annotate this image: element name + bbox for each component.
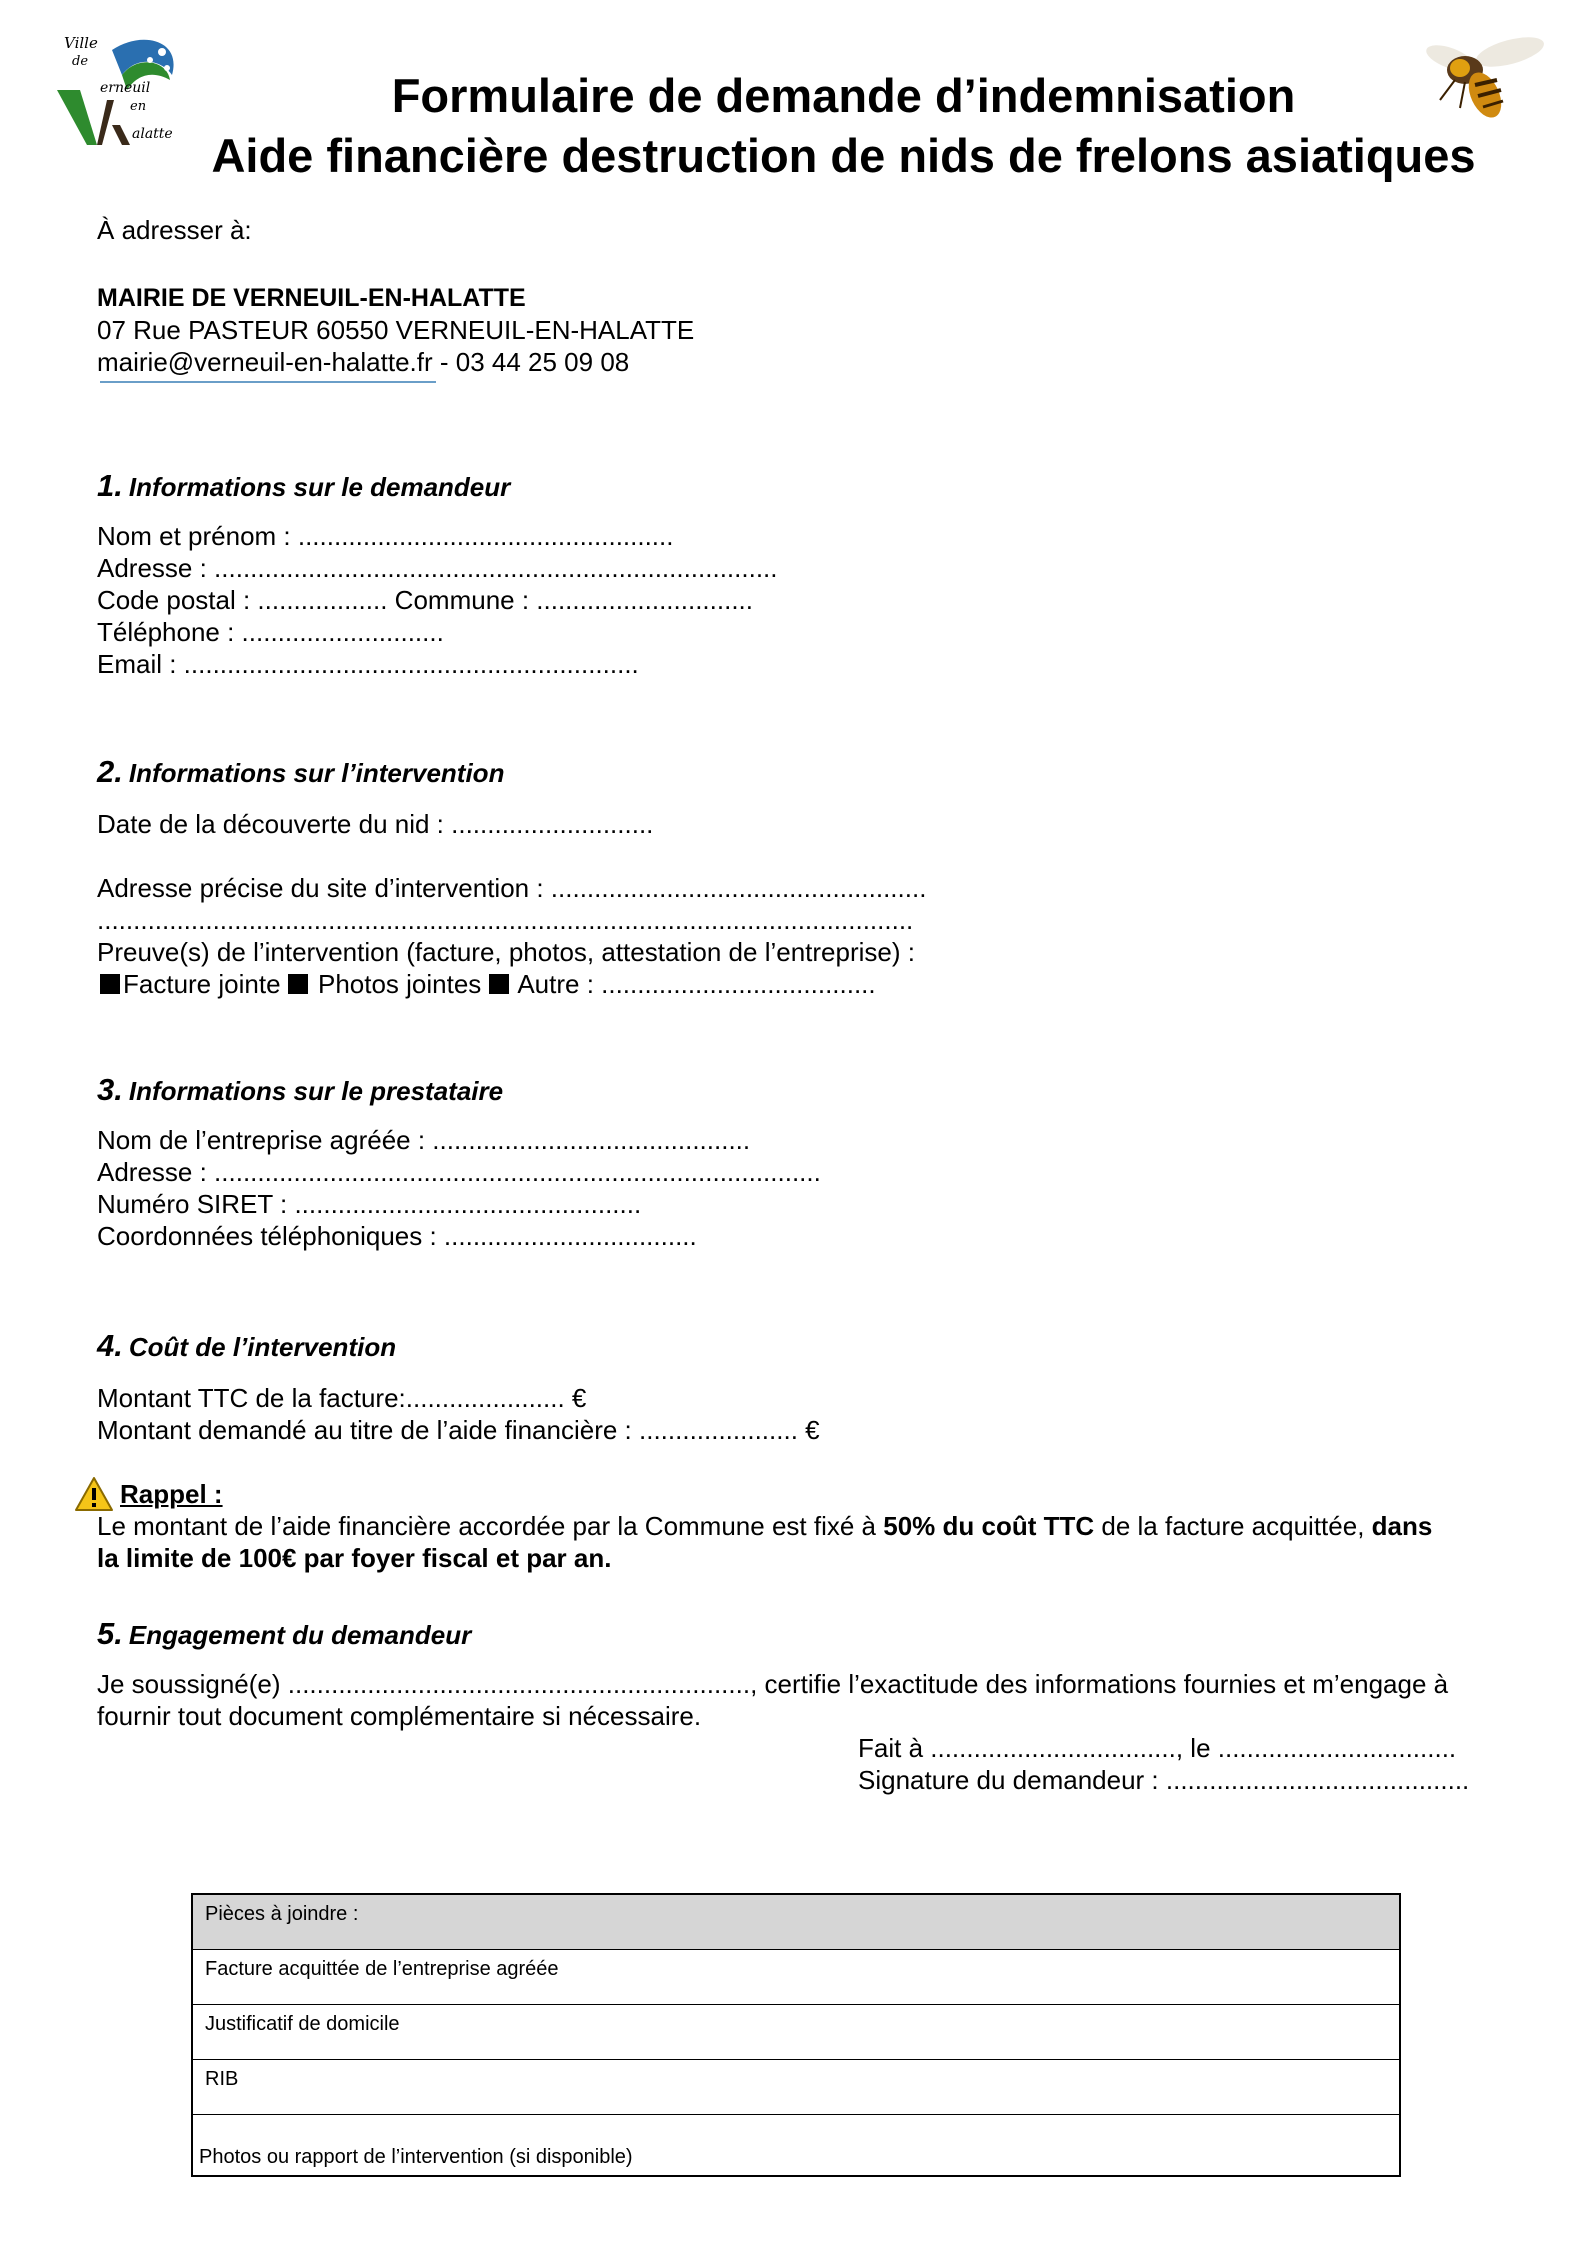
logo-text-de: de xyxy=(72,54,89,69)
field-coordonnees[interactable]: Coordonnées téléphoniques : ................................... xyxy=(97,1221,697,1251)
pieces-table xyxy=(191,1893,1401,2177)
checkbox-autre[interactable] xyxy=(489,974,509,994)
section-2-number: 2. xyxy=(97,754,123,789)
field-email[interactable]: Email : ............................................................... xyxy=(97,649,639,679)
section-2-heading xyxy=(97,756,504,789)
section-1-title: Informations sur le demandeur xyxy=(128,472,511,502)
preuves-label: Preuve(s) de l’intervention (facture, photos, attestation de l’entreprise) : xyxy=(97,937,915,967)
section-4-title: Coût de l’intervention xyxy=(128,1332,397,1362)
table-row xyxy=(192,2115,1400,2177)
table-row xyxy=(192,1950,1400,2005)
field-entreprise[interactable]: Nom de l’entreprise agréée : ............................................ xyxy=(97,1125,751,1155)
engagement-line-2: fournir tout document complémentaire si nécessaire. xyxy=(97,1701,702,1731)
section-1-number: 1. xyxy=(97,468,123,503)
piece-photos: Photos ou rapport de l’intervention (si disponible) xyxy=(192,2115,1400,2177)
email-underline xyxy=(100,381,436,383)
piece-facture: Facture acquittée de l’entreprise agréée xyxy=(192,1950,1400,2005)
checkbox-photos-label: Photos jointes xyxy=(310,969,489,999)
checkbox-photos[interactable] xyxy=(288,974,308,994)
mairie-email-link[interactable]: mairie@verneuil-en-halatte.fr xyxy=(97,347,433,377)
section-5-title: Engagement du demandeur xyxy=(128,1620,472,1650)
table-row xyxy=(192,2005,1400,2060)
table-row xyxy=(192,2060,1400,2115)
field-adresse[interactable]: Adresse : .............................................................................. xyxy=(97,553,778,583)
section-3-heading xyxy=(97,1074,503,1107)
logo-text-en: en xyxy=(130,99,147,114)
checkbox-autre-label: Autre : ...................................... xyxy=(511,969,876,999)
section-5-heading xyxy=(97,1618,471,1651)
rappel-line-1 xyxy=(97,1510,1432,1542)
address-intro: À adresser à: xyxy=(97,215,252,245)
rappel-text-2: de la facture acquittée, xyxy=(1094,1511,1372,1541)
section-2-title: Informations sur l’intervention xyxy=(128,758,505,788)
rappel-bold-2: dans xyxy=(1371,1511,1433,1541)
section-5-number: 5. xyxy=(97,1616,123,1651)
field-date-decouverte[interactable]: Date de la découverte du nid : ............................ xyxy=(97,809,654,839)
logo-text-alatte: alatte xyxy=(132,126,173,142)
section-3-title: Informations sur le prestataire xyxy=(128,1076,504,1106)
mairie-phone: - 03 44 25 09 08 xyxy=(432,347,630,377)
logo-text-erneuil: erneuil xyxy=(100,80,151,96)
section-3-number: 3. xyxy=(97,1072,123,1107)
title-line-2: Aide financière destruction de nids de frelons asiatiques xyxy=(211,129,1476,182)
rappel-line-2: la limite de 100€ par foyer fiscal et par an. xyxy=(97,1543,612,1573)
pieces-header: Pièces à joindre : xyxy=(192,1894,1400,1950)
section-4-number: 4. xyxy=(97,1328,123,1363)
preuves-checkboxes xyxy=(100,968,876,1000)
engagement-line-1[interactable]: Je soussigné(e) ................................................................, certifie l’exactitude des informations fournies et m’engage à xyxy=(97,1669,1449,1699)
logo-text-ville: Ville xyxy=(64,34,98,52)
field-fait-a-le[interactable]: Fait à .................................., le ................................. xyxy=(858,1733,1457,1763)
piece-rib: RIB xyxy=(192,2060,1400,2115)
table-row xyxy=(192,1894,1400,1950)
rappel-text-1: Le montant de l’aide financière accordée par la Commune est fixé à xyxy=(97,1511,884,1541)
field-nom-prenom[interactable]: Nom et prénom : .................................................... xyxy=(97,521,674,551)
field-montant-ttc[interactable]: Montant TTC de la facture:...................... € xyxy=(97,1383,587,1413)
field-adresse-prestataire[interactable]: Adresse : .................................................................................... xyxy=(97,1157,821,1187)
section-1-heading xyxy=(97,470,510,503)
mairie-contact xyxy=(97,346,629,378)
field-code-postal-commune[interactable]: Code postal : .................. Commune : .............................. xyxy=(97,585,753,615)
field-adresse-intervention-cont[interactable]: ................................................................................................................. xyxy=(97,905,914,935)
mairie-street: 07 Rue PASTEUR 60550 VERNEUIL-EN-HALATTE xyxy=(97,315,695,345)
title-line-1: Formulaire de demande d’indemnisation xyxy=(391,69,1296,122)
field-signature[interactable]: Signature du demandeur : .......................................... xyxy=(858,1765,1470,1795)
rappel-bold-1: 50% du coût TTC xyxy=(883,1511,1095,1541)
checkbox-facture[interactable] xyxy=(100,974,120,994)
field-montant-demande[interactable]: Montant demandé au titre de l’aide financière : ...................... € xyxy=(97,1415,820,1445)
field-telephone[interactable]: Téléphone : ............................ xyxy=(97,617,444,647)
checkbox-facture-label: Facture jointe xyxy=(123,969,288,999)
rappel-title: Rappel : xyxy=(120,1479,223,1509)
field-siret[interactable]: Numéro SIRET : ................................................ xyxy=(97,1189,642,1219)
section-4-heading xyxy=(97,1330,396,1363)
piece-domicile: Justificatif de domicile xyxy=(192,2005,1400,2060)
field-adresse-intervention[interactable]: Adresse précise du site d’intervention : .................................................... xyxy=(97,873,927,903)
mairie-name: MAIRIE DE VERNEUIL-EN-HALATTE xyxy=(97,284,526,312)
